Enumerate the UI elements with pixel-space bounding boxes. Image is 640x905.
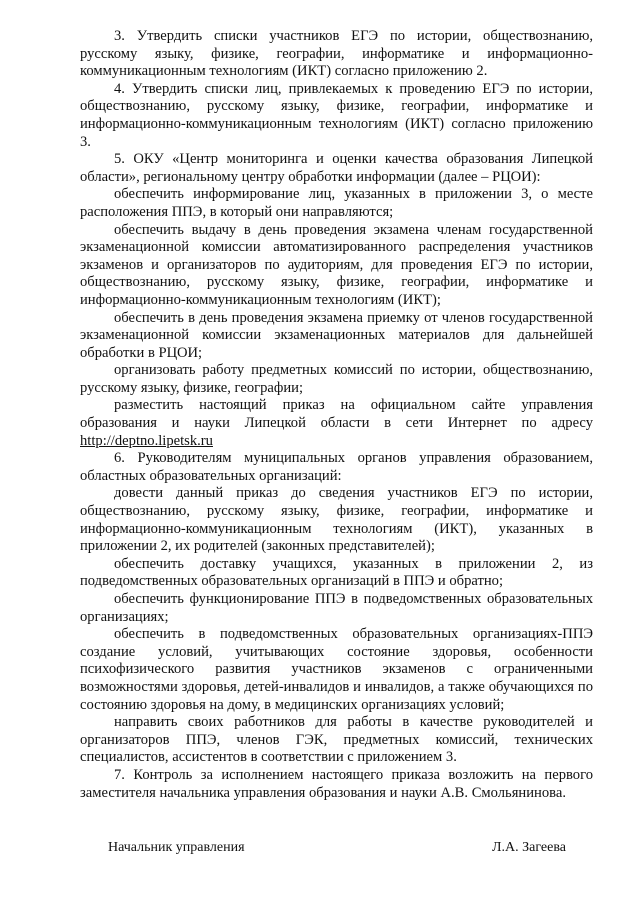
signature-name: Л.А. Загеева — [492, 840, 566, 855]
paragraph-6-item-2: обеспечить доставку учащихся, указанных в приложении 2, из подведомственных образовательных организаций в ППЭ и обратно; — [80, 555, 593, 590]
paragraph-3: 3. Утвердить списки участников ЕГЭ по истории, обществознанию, русскому языку, физике, географии, информатике и информационно-коммуникационным технологиям (ИКТ) согласно приложению 2. — [80, 28, 593, 80]
paragraph-5-item-5 — [80, 397, 593, 450]
paragraph-6-item-1: довести данный приказ до сведения участников ЕГЭ по истории, обществознанию, русскому языку, физике, географии, информатике и информационно-коммуникационным технологиям (ИКТ), указанных в приложении 2, их родителей (законных представителей); — [80, 485, 593, 555]
paragraph-7: 7. Контроль за исполнением настоящего приказа возложить на первого заместителя начальника управления образования и науки А.В. Смольянинова. — [80, 766, 593, 801]
paragraph-5-item-4: организовать работу предметных комиссий по истории, обществознанию, русскому языку, физике, географии; — [80, 362, 593, 396]
website-link[interactable]: http://deptno.lipetsk.ru — [80, 432, 213, 449]
paragraph-5-item-2: обеспечить выдачу в день проведения экзамена членам государственной экзаменационной комиссии автоматизированного распределения участников экзаменов и организаторов по аудиториям, для проведения ЕГЭ по истории, обществознанию, русскому языку, физике, географии, информатике и информационно-коммуникационным технологиям (ИКТ); — [80, 221, 593, 308]
paragraph-6-item-5: направить своих работников для работы в качестве руководителей и организаторов ППЭ, членов ГЭК, предметных комиссий, технических специалистов, ассистентов в соответствии с приложением 3. — [80, 714, 593, 766]
paragraph-6-item-3: обеспечить функционирование ППЭ в подведомственных образовательных организациях; — [80, 591, 593, 625]
paragraph-6-item-4: обеспечить в подведомственных образовательных организациях-ППЭ создание условий, учитывающих состояние здоровья, особенности психофизического развития участников экзаменов с ограниченными возможностями здоровья, детей-инвалидов и инвалидов, а также обучающихся по состоянию здоровья на дому, в медицинских организациях условий; — [80, 626, 593, 713]
paragraph-5-item-3: обеспечить в день проведения экзамена приемку от членов государственной экзаменационной комиссии экзаменационных материалов для дальнейшей обработки в РЦОИ; — [80, 309, 593, 361]
paragraph-5-item-1: обеспечить информирование лиц, указанных в приложении 3, о месте расположения ППЭ, в который они направляются; — [80, 186, 593, 220]
paragraph-6: 6. Руководителям муниципальных органов управления образованием, областных образовательных организаций: — [80, 450, 593, 484]
paragraph-5-item-5-text: разместить настоящий приказ на официальном сайте управления образования и науки Липецкой области в сети Интернет по адресу — [80, 397, 593, 432]
paragraph-5: 5. ОКУ «Центр мониторинга и оценки качества образования Липецкой области», региональному центру обработки информации (далее – РЦОИ): — [80, 151, 593, 185]
document-body — [80, 28, 593, 802]
signature-position: Начальник управления — [108, 840, 245, 855]
paragraph-4: 4. Утвердить списки лиц, привлекаемых к проведению ЕГЭ по истории, обществознанию, русскому языку, физике, географии, информатике и информационно-коммуникационным технологиям (ИКТ) согласно приложению 3. — [80, 80, 593, 150]
